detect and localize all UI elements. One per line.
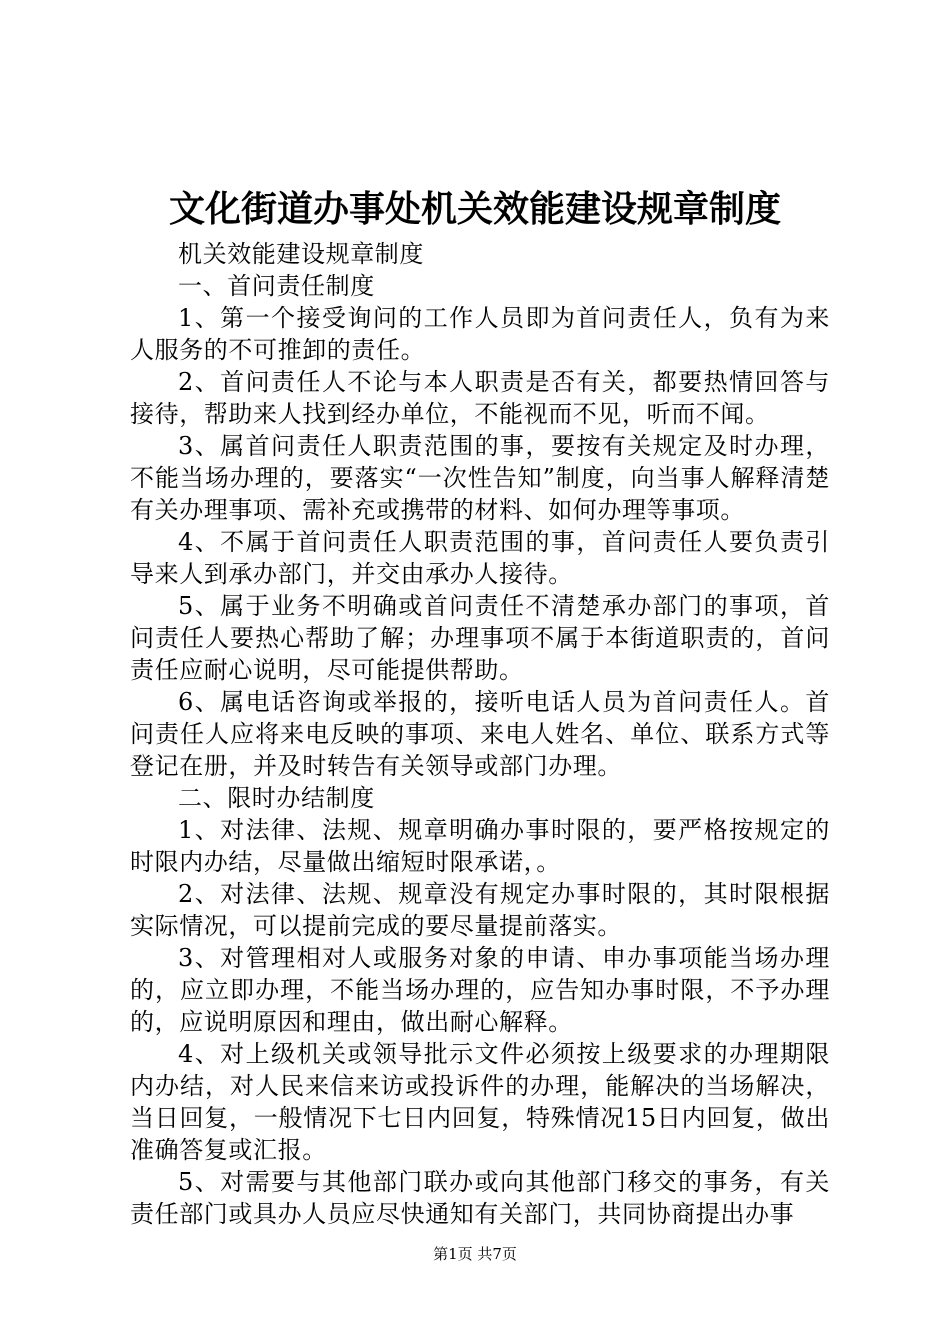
document-body xyxy=(130,238,830,1230)
section-heading: 二、限时办结制度 xyxy=(178,784,375,812)
paragraph: 4、对上级机关或领导批示文件必须按上级要求的办理期限内办结，对人民来信来访或投诉件的办理，能解决的当场解决，当日回复，一般情况下七日内回复，特殊情况15日内回复，做出准确答复或汇报。 xyxy=(130,1040,830,1164)
paragraph: 1、第一个接受询问的工作人员即为首问责任人，负有为来人服务的不可推卸的责任。 xyxy=(130,304,830,364)
paragraph: 5、属于业务不明确或首问责任不清楚承办部门的事项，首问责任人要热心帮助了解；办理事项不属于本街道职责的，首问责任应耐心说明，尽可能提供帮助。 xyxy=(130,592,830,684)
paragraph: 3、对管理相对人或服务对象的申请、申办事项能当场办理的，应立即办理，不能当场办理的，应告知办事时限，不予办理的，应说明原因和理由，做出耐心解释。 xyxy=(130,944,830,1036)
paragraph: 1、对法律、法规、规章明确办事时限的，要严格按规定的时限内办结，尽量做出缩短时限承诺，。 xyxy=(130,816,830,876)
paragraph: 4、不属于首问责任人职责范围的事，首问责任人要负责引导来人到承办部门，并交由承办人接待。 xyxy=(130,528,830,588)
document-title: 文化街道办事处机关效能建设规章制度 xyxy=(168,188,781,230)
paragraph: 2、首问责任人不论与本人职责是否有关，都要热情回答与接待，帮助来人找到经办单位，不能视而不见，听而不闻。 xyxy=(130,368,830,428)
paragraph: 6、属电话咨询或举报的，接听电话人员为首问责任人。首问责任人应将来电反映的事项、来电人姓名、单位、联系方式等登记在册，并及时转告有关领导或部门办理。 xyxy=(130,688,830,780)
paragraph: 3、属首问责任人职责范围的事，要按有关规定及时办理，不能当场办理的，要落实“一次性告知”制度，向当事人解释清楚有关办理事项、需补充或携带的材料、如何办理等事项。 xyxy=(130,432,830,524)
paragraph: 5、对需要与其他部门联办或向其他部门移交的事务，有关责任部门或具办人员应尽快通知有关部门，共同协商提出办事 xyxy=(130,1168,830,1228)
page-footer: 第1页 共7页 xyxy=(433,1245,517,1263)
section-heading: 一、首问责任制度 xyxy=(178,272,375,300)
paragraph: 2、对法律、法规、规章没有规定办事时限的，其时限根据实际情况，可以提前完成的要尽量提前落实。 xyxy=(130,880,830,940)
paragraph: 机关效能建设规章制度 xyxy=(178,240,424,268)
